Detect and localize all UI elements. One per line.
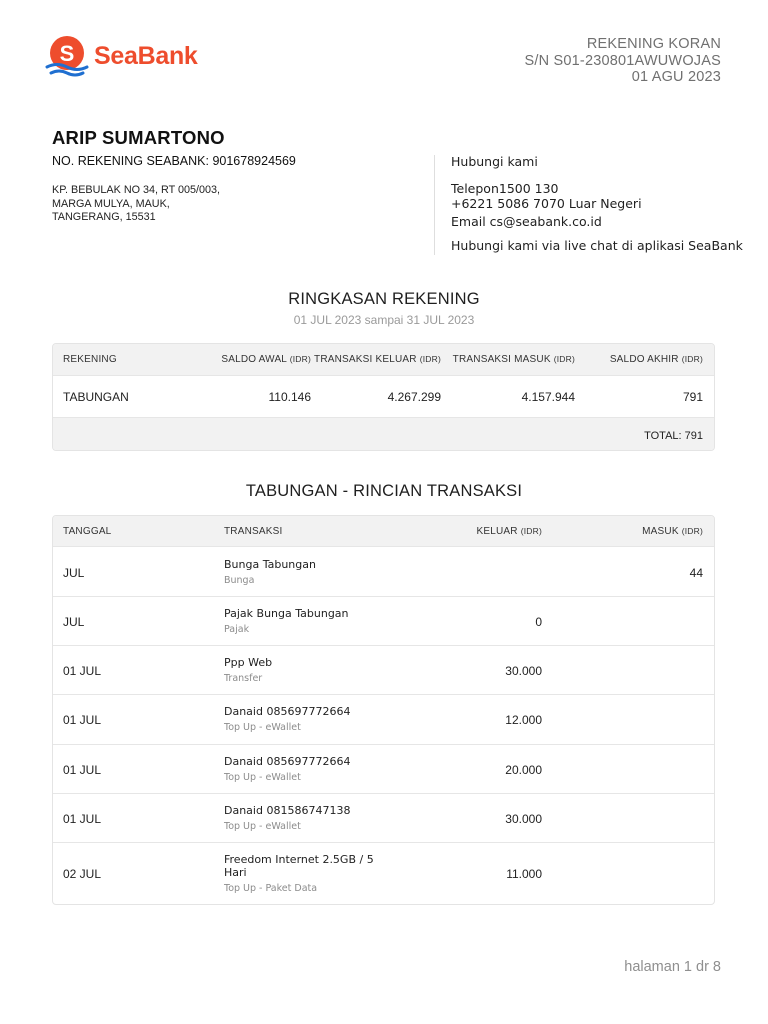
tx-out: 30.000 — [505, 812, 542, 826]
account-number: NO. REKENING SEABANK: 901678924569 — [52, 154, 296, 168]
seabank-logo-icon — [44, 34, 90, 78]
address-line: MARGA MULYA, MAUK, — [52, 197, 170, 210]
col-header-date: TANGGAL — [63, 526, 112, 537]
customer-name: ARIP SUMARTONO — [52, 127, 225, 148]
tx-out: 0 — [535, 615, 542, 629]
table-row — [53, 745, 714, 794]
contact-email: Email cs@seabank.co.id — [451, 214, 602, 229]
total-out: 4.267.299 — [387, 390, 441, 404]
col-header-out: KELUAR (IDR) — [476, 526, 542, 537]
contact-chat: Hubungi kami via live chat di aplikasi SeaBank — [451, 238, 743, 253]
summary-total-row — [53, 418, 714, 451]
tx-category: Transfer — [224, 673, 263, 684]
seabank-logo — [44, 34, 198, 78]
summary-total: TOTAL: 791 — [644, 430, 703, 442]
tx-date: JUL — [63, 566, 85, 580]
customer-address — [52, 184, 220, 225]
tx-out: 12.000 — [505, 713, 542, 727]
table-row — [53, 597, 714, 646]
tx-date: 01 JUL — [63, 664, 102, 678]
account-type: TABUNGAN — [63, 390, 129, 404]
table-row — [53, 794, 714, 843]
tx-category: Top Up - eWallet — [224, 722, 301, 733]
tx-category: Top Up - Paket Data — [224, 883, 318, 894]
tx-date: 01 JUL — [63, 713, 102, 727]
tx-out: 11.000 — [506, 867, 542, 881]
summary-title: RINGKASAN REKENING — [288, 290, 480, 308]
brand-name: SeaBank — [94, 41, 198, 70]
vertical-divider — [434, 155, 435, 255]
page-number: halaman 1 dr 8 — [624, 959, 721, 975]
tx-description: Freedom Internet 2.5GB / 5 — [224, 853, 374, 866]
details-title: TABUNGAN - RINCIAN TRANSAKSI — [245, 482, 523, 500]
address-line: KP. BEBULAK NO 34, RT 005/003, — [52, 184, 221, 196]
table-row — [53, 843, 714, 904]
tx-description: Danaid 081586747138 — [224, 804, 351, 817]
closing-balance: 791 — [682, 390, 703, 404]
serial-number: S/N S01-230801AWUWOJAS — [524, 52, 721, 69]
col-header-account: REKENING — [63, 354, 117, 365]
address-line: TANGERANG, 15531 — [52, 211, 156, 223]
transaction-table — [52, 515, 715, 905]
tx-out: 20.000 — [505, 763, 542, 777]
tx-in: 44 — [689, 566, 703, 580]
tx-description: Ppp Web — [224, 656, 273, 669]
tx-category: Top Up - eWallet — [224, 821, 301, 832]
tx-description: Bunga Tabungan — [224, 558, 316, 571]
transaction-header-row — [53, 516, 714, 547]
statement-date: 01 AGU 2023 — [631, 69, 721, 85]
table-row — [53, 695, 714, 745]
summary-table — [52, 343, 715, 451]
table-row — [53, 646, 714, 695]
col-header-closing: SALDO AKHIR (IDR) — [609, 354, 703, 365]
tx-description: Danaid 085697772664 — [224, 755, 351, 768]
tx-category: Top Up - eWallet — [224, 772, 301, 783]
col-header-in: MASUK (IDR) — [642, 526, 703, 537]
tx-category: Pajak — [224, 624, 250, 635]
tx-description: Danaid 085697772664 — [224, 705, 351, 718]
contact-title: Hubungi kami — [451, 154, 538, 169]
tx-category: Bunga — [224, 575, 255, 586]
total-in: 4.157.944 — [521, 390, 575, 404]
document-type: REKENING KORAN — [586, 36, 721, 52]
contact-phone: Telepon1500 130 — [451, 181, 559, 196]
summary-header-row — [53, 344, 714, 376]
summary-period: 01 JUL 2023 sampai 31 JUL 2023 — [293, 313, 475, 327]
col-header-out: TRANSAKSI KELUAR (IDR) — [314, 354, 441, 365]
tx-out: 30.000 — [505, 664, 542, 678]
tx-date: JUL — [63, 615, 85, 629]
tx-date: 02 JUL — [63, 867, 102, 881]
tx-date: 01 JUL — [63, 812, 102, 826]
col-header-transaction: TRANSAKSI — [224, 526, 283, 537]
col-header-in: TRANSAKSI MASUK (IDR) — [452, 354, 575, 365]
opening-balance: 110.146 — [268, 390, 311, 404]
tx-description: Pajak Bunga Tabungan — [224, 607, 349, 620]
summary-row — [53, 376, 714, 418]
tx-description-cont: Hari — [224, 866, 247, 879]
col-header-opening: SALDO AWAL (IDR) — [221, 354, 311, 365]
table-row — [53, 547, 714, 597]
tx-date: 01 JUL — [63, 763, 102, 777]
svg-text:S: S — [59, 41, 75, 66]
document-header — [525, 36, 721, 86]
contact-phone-intl: +6221 5086 7070 Luar Negeri — [451, 196, 642, 211]
